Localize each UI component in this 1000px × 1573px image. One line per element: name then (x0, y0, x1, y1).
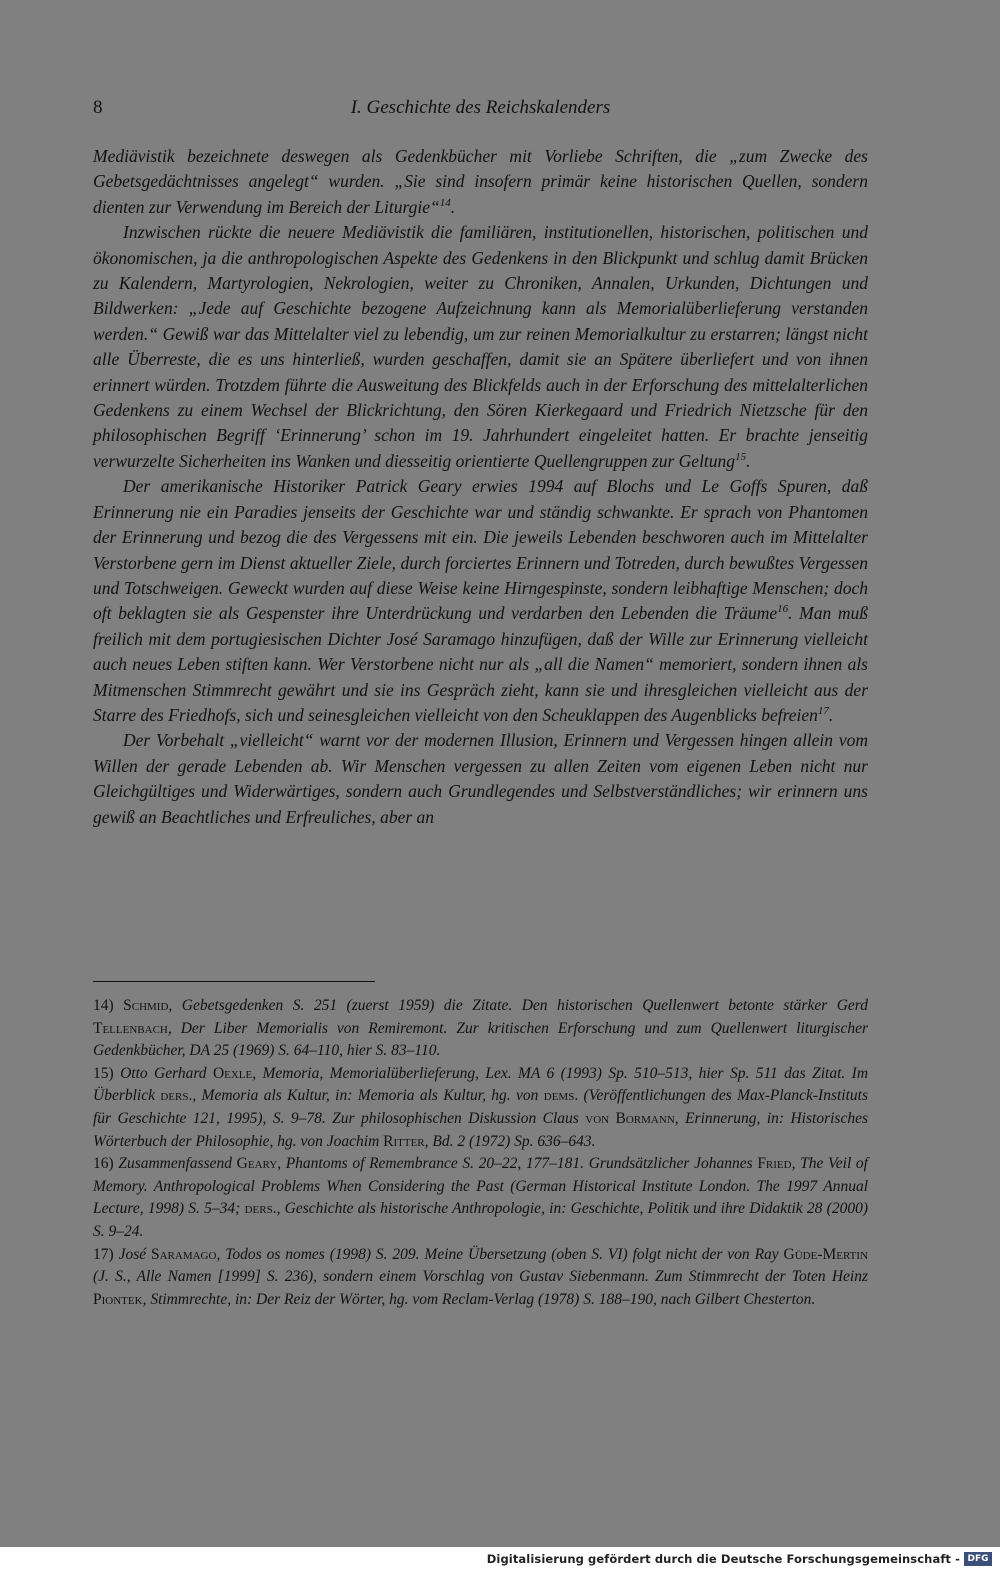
footnote-separator (93, 981, 375, 982)
funding-credit: Digitalisierung gefördert durch die Deutsche Forschungsgemeinschaft - (486, 1552, 960, 1566)
paragraph: Inzwischen rückte die neuere Mediävistik die familiären, institutionellen, historischen, politischen und ökonomischen, ja die anthropologischen Aspekte des Gedenkens in den Blickpunkt und schlug damit Brücken zu Kalendern, Martyrologien, Nekrologien, weiter zu Chroniken, Annalen, Urkunden, Dichtungen und Bildwerken: „Jede auf Geschichte bezogene Aufzeichnung kann als Memorialüberlieferung verstanden werden.“ Gewiß war das Mittelalter viel zu lebendig, um zur reinen Memorialkultur zu erstarren; längst nicht alle Überreste, die es uns hinterließ, wurden geschaffen, damit sie an Spätere überliefert und von ihnen erinnert würden. Trotzdem führte die Ausweitung des Blickfelds auch in der Erforschung des mittelalterlichen Gedenkens zu einem Wechsel der Blickrichtung, den Sören Kierkegaard und Friedrich Nietzsche für den philosophischen Begriff ‘Erinnerung’ schon im 19. Jahrhundert eingeleitet hatten. Er brachte jenseitig verwurzelte Sicherheiten ins Wanken und diesseitig orientierte Quellengruppen zur Geltung$^{15}$. (93, 222, 868, 471)
credit-bar (0, 1547, 1000, 1573)
paragraph: Mediävistik bezeichnete deswegen als Gedenkbücher mit Vorliebe Schriften, die „zum Zwecke des Gebetsgedächtnisses angelegt“ wurden. „Sie sind insofern primär keine historischen Quellen, sondern dienten zur Verwendung im Bereich der Liturgie“$^{14}$. (93, 146, 868, 217)
footnote-14: 14) Schmid, Gebetsgedenken S. 251 (zuerst 1959) die Zitate. Den historischen Quellenwert betonte stärker Gerd Tellenbach, Der Liber Memorialis von Remiremont. Zur kritischen Erforschung und zum Quellenwert liturgischer Gedenkbücher, DA 25 (1969) S. 64–110, hier S. 83–110. (93, 997, 868, 1060)
footnote-marker[interactable]: 16 (777, 603, 789, 616)
footnote-17: 17) José Saramago, Todos os nomes (1998) S. 209. Meine Übersetzung (oben S. VI) folgt nicht der von Ray Güde-Mertin (J. S., Alle Namen [1999] S. 236), sondern einem Vorschlag von Gustav Siebenmann. Zum Stimmrecht der Toten Heinz Piontek, Stimmrechte, in: Der Reiz der Wörter, hg. vom Reclam-Verlag (1978) S. 188–190, nach Gilbert Chesterton. (93, 1245, 869, 1308)
footnote-marker[interactable]: 14 (439, 196, 451, 209)
page-number: 8 (93, 97, 103, 118)
paragraph: Der amerikanische Historiker Patrick Geary erwies 1994 auf Blochs und Le Goffs Spuren, daß Erinnerung nie ein Paradies jenseits der Geschichte war und ständig schwankte. Er sprach von Phantomen der Erinnerung und bezog die des Vergessens mit ein. Die jeweils Lebenden beschworen auch im Mittelalter Verstorbene gern im Dienst aktueller Ziele, durch forciertes Erinnern und Totreden, durch bewußtes Vergessen und Totschweigen. Geweckt wurden auf diese Weise keine Hirngespinste, sondern leibhaftige Menschen; doch oft beklagten sie als Gespenster ihre Unterdrückung und verdarben den Lebenden die Träume$^{16}$. Man muß freilich mit dem portugiesischen Dichter José Saramago hinzufügen, daß der Wille zur Erinnerung vielleicht auch neues Leben stiften kann. Wer Verstorbene nicht nur als „all die Namen“ memoriert, sondern ihnen als Mitmenschen Stimmrecht gewährt und sie ins Gespräch zieht, kann sie und ihresgleichen vielleicht aus der Starre des Friedhofs, sich und seinesgleichen vielleicht von den Scheuklappen des Augenblicks befreien$^{17}$. (93, 476, 868, 725)
footnote-15: 15) Otto Gerhard Oexle, Memoria, Memorialüberlieferung, Lex. MA 6 (1993) Sp. 510–513, hier Sp. 511 das Zitat. Im Überblick ders., Memoria als Kultur, in: Memoria als Kultur, hg. von dems. (Veröffentlichungen des Max-Planck-Instituts für Geschichte 121, 1995), S. 9–78. Zur philosophischen Diskussion Claus von Bormann, Erinnerung, in: Historisches Wörterbuch der Philosophie, hg. von Joachim Ritter, Bd. 2 (1972) Sp. 636–643. (93, 1064, 869, 1150)
page-header (93, 97, 868, 127)
dfg-logo: DFG (964, 1552, 992, 1566)
main-text (93, 144, 868, 830)
footnote-16: 16) Zusammenfassend Geary, Phantoms of Remembrance S. 20–22, 177–181. Grundsätzlicher Johannes Fried, The Veil of Memory. Anthropological Problems When Considering the Past (German Historical Institute London. The 1997 Annual Lecture, 1998) S. 5–34; ders., Geschichte als historische Anthropologie, in: Geschichte, Politik und ihre Didaktik 28 (2000) S. 9–24. (93, 1155, 868, 1240)
footnotes (93, 995, 868, 1311)
footnote-marker[interactable]: 15 (735, 451, 747, 464)
footnote-marker[interactable]: 17 (817, 705, 829, 718)
running-title: I. Geschichte des Reichskalenders (350, 97, 611, 118)
paragraph: Der Vorbehalt „vielleicht“ warnt vor der modernen Illusion, Erinnern und Vergessen hingen allein vom Willen der gerade Lebenden ab. Wir Menschen vergessen zu allen Zeiten vom eigenen Leben nicht nur Gleichgültiges und Widerwärtiges, sondern auch Grundlegendes und Selbstverständliches; wir erinnern uns gewiß an Beachtliches und Erfreuliches, aber an (93, 730, 868, 827)
